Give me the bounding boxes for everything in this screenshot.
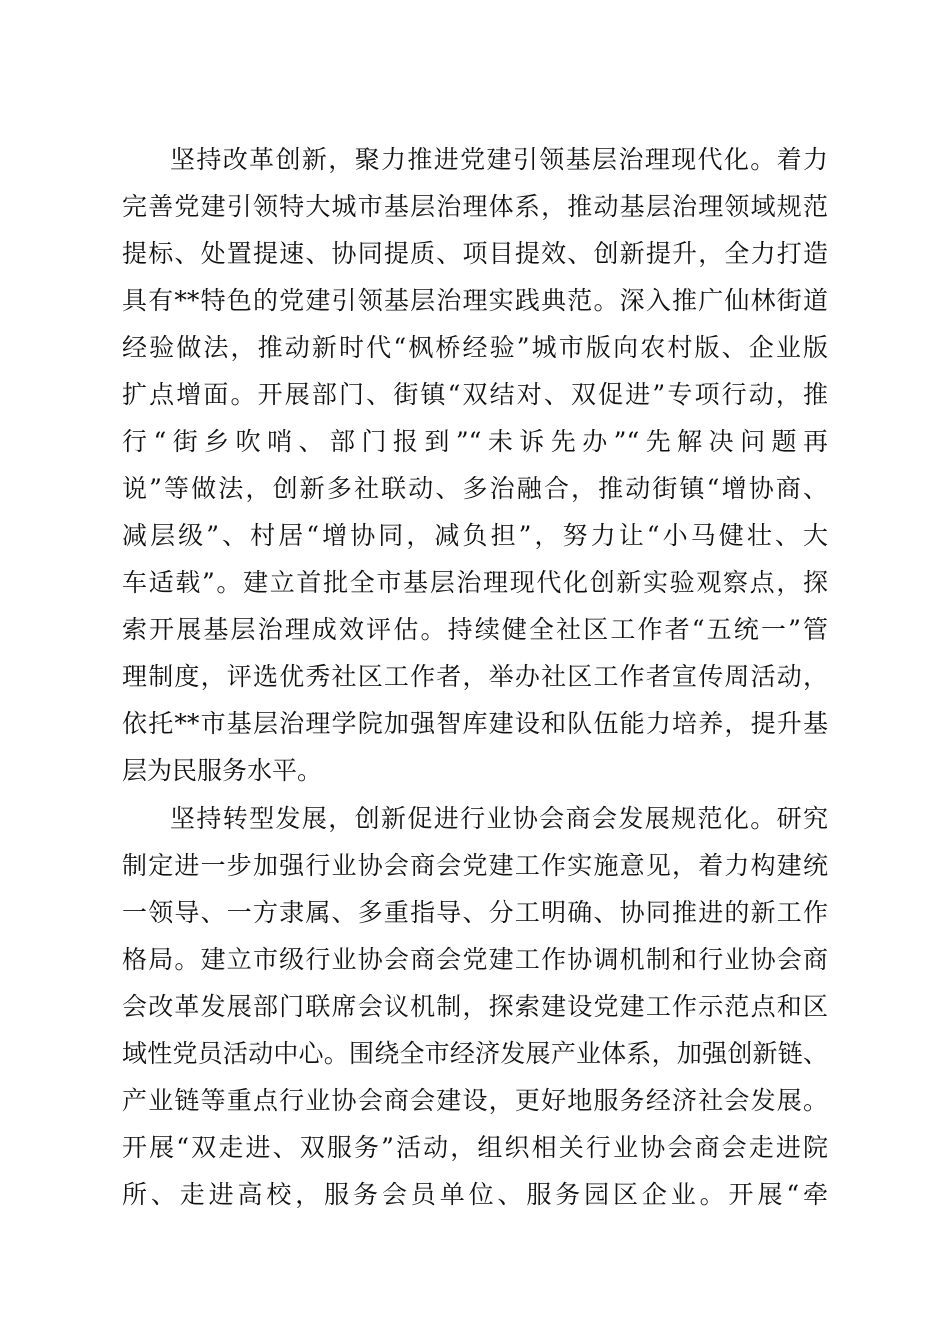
text-line: 说”等做法，创新多社联动、多治融合，推动街镇“增协商、 [122, 474, 828, 503]
text-line: 索开展基层治理成效评估。持续健全社区工作者“五统一”管 [122, 615, 828, 644]
text-line: 经验做法，推动新时代“枫桥经验”城市版向农村版、企业版 [122, 333, 828, 362]
text-line: 格局。建立市级行业协会商会党建工作协调机制和行业协会商 [122, 945, 828, 974]
text-line: 会改革发展部门联席会议机制，探索建设党建工作示范点和区 [122, 992, 828, 1021]
text-line: 理制度，评选优秀社区工作者，举办社区工作者宣传周活动， [122, 662, 828, 691]
text-line: 提标、处置提速、协同提质、项目提效、创新提升，全力打造 [122, 239, 828, 268]
text-line: 坚持转型发展，创新促进行业协会商会发展规范化。研究 [170, 804, 828, 833]
text-line: 产业链等重点行业协会商会建设，更好地服务经济社会发展。 [122, 1086, 828, 1115]
text-line: 行“街乡吹哨、部门报到”“未诉先办”“先解决问题再 [122, 427, 828, 456]
text-line: 层为民服务水平。 [122, 756, 323, 785]
text-line: 开展“双走进、双服务”活动，组织相关行业协会商会走进院 [122, 1133, 828, 1162]
text-line: 制定进一步加强行业协会商会党建工作实施意见，着力构建统 [122, 851, 828, 880]
text-line: 依托**市基层治理学院加强智库建设和队伍能力培养，提升基 [122, 709, 828, 738]
text-line: 具有**特色的党建引领基层治理实践典范。深入推广仙林街道 [122, 286, 828, 315]
text-line: 完善党建引领特大城市基层治理体系，推动基层治理领域规范 [122, 192, 828, 221]
text-line: 减层级”、村居“增协同，减负担”，努力让“小马健壮、大 [122, 521, 828, 550]
text-line: 扩点增面。开展部门、街镇“双结对、双促进”专项行动，推 [122, 380, 828, 409]
text-line: 一领导、一方隶属、多重指导、分工明确、协同推进的新工作 [122, 898, 828, 927]
text-line: 所、走进高校，服务会员单位、服务园区企业。开展“牵 [122, 1180, 828, 1209]
text-line: 车适载”。建立首批全市基层治理现代化创新实验观察点，探 [122, 568, 828, 597]
text-line: 域性党员活动中心。围绕全市经济发展产业体系，加强创新链、 [122, 1039, 828, 1068]
text-line: 坚持改革创新，聚力推进党建引领基层治理现代化。着力 [170, 145, 828, 174]
